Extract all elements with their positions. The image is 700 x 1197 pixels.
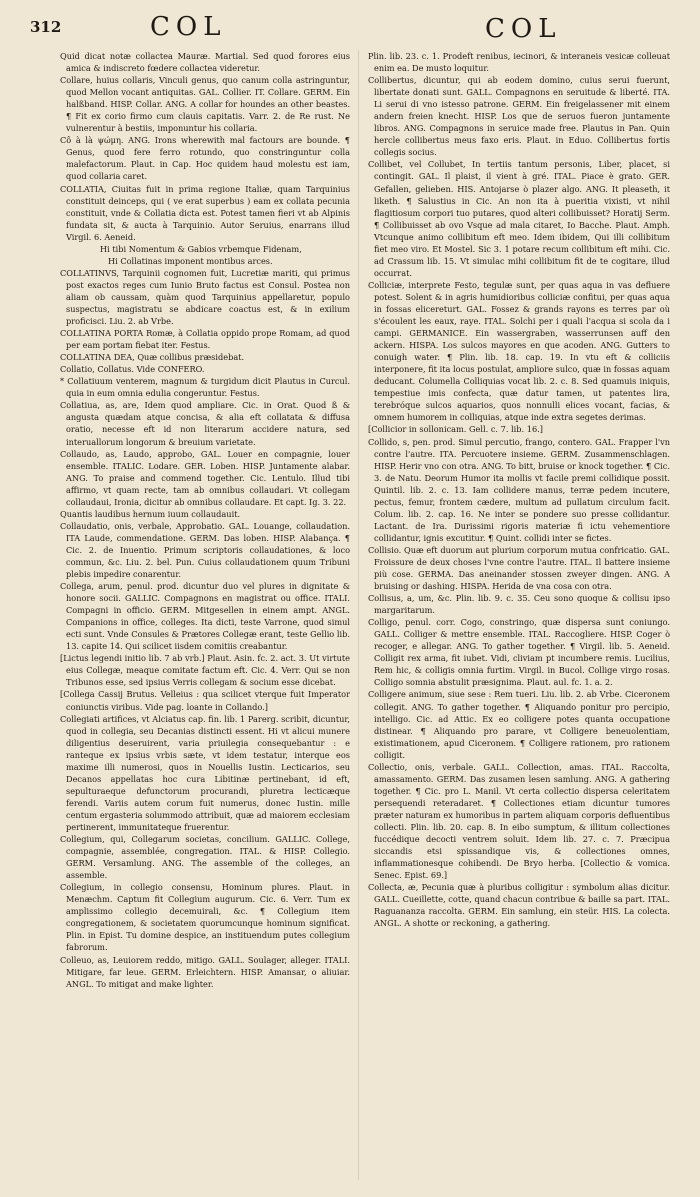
dictionary-entry: [Collicior in sollonicam. Gell. c. 7. lib. 16.] xyxy=(368,424,543,435)
dictionary-entry: Collecta, æ, Pecunia quæ à pluribus colligitur : symbolum alias dicitur. GALL. Cueillette, cotte, quand chacun contribue & baille sa part. ITAL. Raguananza raccolta. GERM. Ein samlung, ein steür. HIS. La colecta. ANGL. A shotte or reckoning, a gathering. xyxy=(368,882,670,929)
dictionary-entry: * Collatiuum venterem, magnum & turgidum dicit Plautus in Curcul. quia in eum omnia edulia congeruntur. Festus. xyxy=(60,376,350,399)
dictionary-entry: Collido, s, pen. prod. Simul percutio, frango, contero. GAL. Frapper l'vn contre l'autre. ITA. Percuotere insieme. GERM. Zusammenschlagen. HISP. Herir vno con otra. ANG. To bitt, bruise or knock together. ¶ Cic. 3. de Natu. Deorum Humor ita mollis vt facile premi collidique possit. Quintil. lib. 2. c. 13. Iam collidere manus, terræ pedem incutere, pectus, femur, frontem cædere, multum ad pullatum circulum facit. Colum. lib. 2. cap. 16. Ne inter se pondere suo presse collidantur. Lactant. de Ira. Durissimi rigoris materiæ fi ictu vehementiore collidantur, ignis excutitur. ¶ Quint. collidi inter se fictes. xyxy=(368,436,670,543)
dictionary-entry: Collectio, onis, verbale. GALL. Collection, amas. ITAL. Raccolta, amassamento. GERM. Das zusamen lesen samlung. ANG. A gathering together. ¶ Cic. pro L. Manil. Vt certa collectio dispersa celeritatem persequendi reteradaret. ¶ Collectiones etiam dicuntur tumores præter naturam ex humoribus in partem aliquam corporis defluentibus collecti. Plin. lib. 20. cap. 8. In eibo sumptum, & illitum collectiones fuccédique decocti ventrem soluit. Idem lib. 27. c. 7. Præcipua siccandis etsi spissandique vis, & collectiones omnes, inflammationesque cohibendi. De Bryo herba. [Collectio & vomica. Senec. Epist. 69.] xyxy=(368,761,670,881)
dictionary-entry: Collegium, in collegio consensu, Hominum plures. Plaut. in Menæchm. Captum fit Collegium augurum. Cic. 6. Verr. Tum ex amplissimo collegio decemuirali, &c. ¶ Collegium item congregationem, & societatem quorumcunque hominum significat. Plin. in Epist. Tu domine despice, an instituendum putes collegium fabrorum. xyxy=(60,882,350,953)
dictionary-entry: Collega, arum, penul. prod. dicuntur duo vel plures in dignitate & honore socii. GALLIC. Compagnons en magistrat ou office. ITALI. Compagni in officio. GERM. Mitgesellen in einem ampt. ANGL. Companions in office, colleges. Ita dicti, teste Varrone, quod simul ecti sunt. Vnde Consules & Prætores Collegæ erant, teste Gellio lib. 13. capite 14. Qui scilicet iisdem comitiis creabantur. xyxy=(60,581,350,652)
left-column xyxy=(60,50,350,1188)
dictionary-entry: Colliciæ, interprete Festo, tegulæ sunt, per quas aqua in vas defluere potest. Solent & in agris humidioribus colliciæ confitui, per quas aqua in fossas elicereturt. GAL. Fossez & grands rayons es terres par où s'écoulent les eaux, raye. ITAL. Solchi per i quali l'acqua si scola da i campi. GERMANICE. Ein wassergraben, wasserrunsen auff den ackern. HISPA. Los sulcos mayores en que acoden. ANG. Gutters to conuigh water. ¶ Plin. lib. 18. cap. 19. In vtu eft & colliciis interponere, fit ita locus postulat, ampliore sulco, quæ in fossas aquam deducant. Columella Colliquias vocat lib. 2. c. 8. Sed quamuis iniquis, tempestiue imis confecta, quæ datur tamen, ut patentes lira, terebróque sulcos aquarios, quos nonnulli elices vocant, facias, & omnem humorem in colliquias, atque inde extra segetes derimas. xyxy=(368,279,670,423)
dictionary-entry: Colligere animum, siue sese : Rem tueri. Liu. lib. 2. ab Vrbe. Ciceronem collegit. ANG. To gather together. ¶ Aliquando ponitur pro percipio, intelligo. Cic. ad Attic. Ex eo colligere potes quanta occupatione distinear. ¶ Aliquando pro parare, vt Colligere beneuolentiam, existimationem, apud Ciceronem. ¶ Colligere rationem, pro rationem colligit. xyxy=(368,689,670,760)
dictionary-entry: [Lictus legendi initio lib. 7 ab vrb.] Plaut. Asin. fc. 2. act. 3. Ut virtute eius Collegæ, meaque comitate factum eft. Cic. 4. Verr. Qui se non Tribunos esse, sed ipsius Verris collegam & socium esse dicebat. xyxy=(60,653,350,688)
dictionary-entry: Collaudo, as, Laudo, approbo, GAL. Louer en compagnie, louer ensemble. ITALIC. Lodare. GER. Loben. HISP. Juntamente alabar. ANG. To praise and commend together. Cic. Lentulo. Illud tibi affirmo, vt quam recte, tam ab omnibus collaudari. Vt collegam collaudaui, Ironia, dicitur ab omnibus collaudare. Et capt. Ig. 3. 22. xyxy=(60,448,350,507)
page-header xyxy=(0,8,700,46)
dictionary-entry: Collare, huius collaris, Vinculi genus, quo canum colla astringuntur, quod Mellon vocant antiquitas. GAL. Collier. IT. Collare. GERM. Ein halßband. HISP. Collar. ANG. A collar for houndes an other beastes. ¶ Fit ex corio firmo cum clauis capitatis. Varr. 2. de Re rust. Ne vulnerentur à bestiis, imponuntur his collaria. xyxy=(60,75,350,134)
dictionary-entry: COLLATINVS, Tarquinii cognomen fuit, Lucretiæ mariti, qui primus post exactos reges cum Iunio Bruto factus est Consul. Postea non aliam ob caussam, quàm quod Tarquinius appellaretur, populo suspectus, magistratu se abdicare coactus est, & in exilium proficisci. Liu. 2. ab Vrbe. xyxy=(60,267,350,327)
running-head-left: COL xyxy=(150,12,227,42)
verse-line: Hi Collatinas imponent montibus arces. xyxy=(108,255,273,266)
dictionary-entry: Collibertus, dicuntur, qui ab eodem domino, cuius serui fuerunt, libertate donati sunt. GALL. Compagnons en seruitude & liberté. ITA. Li serui di vno istesso patrone. GERM. Ein freigelassener mit einem andern freien knecht. HISP. Los que de seruos fueron juntamente libros. ANG. Compagnons in seruice made free. Plautus in Pan. Quin hercle collibertus meus faxo eris. Plaut. in Eduo. Collibertus fortis collegis socius. xyxy=(368,75,670,158)
dictionary-entry: [Collega Cassij Brutus. Velleius : qua scilicet vterque fuit Imperator coniunctis viribus. Vide pag. loante in Collando.] xyxy=(60,689,350,712)
dictionary-entry: Collegium, qui, Collegarum societas, concilium. GALLIC. College, compagnie, assemblée, congregation. ITAL. & HISP. Collegio. GERM. Versamlung. ANG. The assemble of the colleges, an assemble. xyxy=(60,834,350,881)
dictionary-entry: Collibet, vel Collubet, In tertiis tantum personis, Liber, placet, si contingit. GAL. Il plaist, il vient à gré. ITAL. Piace è grato. GER. Gefallen, gelieben. HIS. Antojarse ò plazer algo. ANG. It pleaseth, it liketh. ¶ Salustius in Cic. An non ita à pueritia vixisti, vt nihil flagitiosum corpori tuo putares, quod alteri collibuisset? Horatij Serm. ¶ Collibuisset ab ovo Vsque ad mala citaret, Io Bacche. Plaut. Amph. Vtcunque animo collibitum eft meo. Idem ibidem, Qui illi collibitum fiet meo viro. Et Mostel. Sic 3. 1 potare recum collibitum eft mihi. Cic. ad Crassum lib. 15. Vt simulac mihi collibitum fit de te cogitare, illud occurrat. xyxy=(368,159,670,278)
dictionary-entry: COLLATIA, Ciuitas fuit in prima regione Italiæ, quam Tarquinius constituit deinceps, qui ( ve erat superbus ) eam ex collata pecunia constituit, vnde & Collatia dicta est. Potest tamen fieri vt ab Alpinis fundata sit, & aucta à Tarquinio. Autor Seruius, enarrans illud Virgil. 6. Aeneid. xyxy=(60,183,350,242)
dictionary-entry: Collisio. Quæ eft duorum aut plurium corporum mutua confricatio. GAL. Froissure de deux choses l'vne contre l'autre. ITAL. Il battere insieme più cose. GERMA. Das aneinander stossen zweyer dingen. ANG. A bruising or dashing. HISPA. Herida de vna cosa con otra. xyxy=(368,544,670,592)
dictionary-entry: COLLATINA PORTA Romæ, à Collatia oppido prope Romam, ad quod per eam portam fiebat iter. Festus. xyxy=(60,328,350,351)
dictionary-entry: COLLATINA DEA, Quæ collibus præsidebat. xyxy=(60,352,245,363)
running-head-right: COL xyxy=(485,14,562,44)
dictionary-entry: Colleuo, as, Leuiorem reddo, mitigo. GALL. Soulager, alleger. ITALI. Mitigare, far leue. GERM. Erleichtern. HISP. Amansar, o aliuiar. ANGL. To mitigat and make lighter. xyxy=(60,954,350,989)
dictionary-entry: Cô à là ψώμη. ANG. Irons wherewith mal factours are bounde. ¶ Genus, quod fere ferro rotundo, quo constringuntur colla malefactorum. Plaut. in Cap. Hoc quidem haud molestu est iam, quod collaria caret. xyxy=(60,135,350,182)
verse-line: Hi tibi Nomentum & Gabios vrbemque Fidenam, xyxy=(100,243,302,254)
dictionary-entry: Collatio, Collatus. Vide CONFERO. xyxy=(60,364,205,375)
dictionary-entry: Quantis laudibus hernum iuum collaudauit. xyxy=(60,508,241,519)
dictionary-entry: Colligo, penul. corr. Cogo, constringo, quæ dispersa sunt coniungo. GALL. Colliger & mettre ensemble. ITAL. Raccogliere. HISP. Coger ò recoger, e allegar. ANG. To gather together. ¶ Virgil. lib. 5. Aeneid. Colligit rex arma, fit iubet. Vidi, cliviam pt incumbere remis. Lucilius, Rem hic, & colligis omnia furtim. Virgil. in Bucol. Collige virgo rosas. Colligo somnia abstulit præsignima. Plaut. aul. fc. 1. a. 2. xyxy=(368,617,670,688)
dictionary-entry: Collatiua, as, are, Idem quod ampliare. Cic. in Orat. Quod ß & angusta quædam atque concisa, & alia eft collatata & diffusa oratio, necesse eft id non literarum accidere natura, sed interuallorum longorum & breuium varietate. xyxy=(60,400,350,447)
dictionary-entry: Collisus, a, um, &c. Plin. lib. 9. c. 35. Ceu sono quoque & collisu ipso margaritarum. xyxy=(368,593,670,616)
dictionary-entry: Plin. lib. 23. c. 1. Prodeft renibus, iecinori, & interaneis vesicæ colleuat enim ea. De musto loquitur. xyxy=(368,51,670,74)
dictionary-entry: Collegiati artifices, vt Alciatus cap. fin. lib. 1 Parerg. scribit, dicuntur, quod in collegia, seu Decanias distincti essent. Hi vt alicui munere diligentius deseruirent, varia priuilegia consequebantur : e ranteque ex ipsius vrbis sæte, vt idem testatur, interque eos maxime illi numerosi, quos in Nouellis Iustin. Lecticarios, seu Decanos appellatas hoc cura Libitinæ pertinebant, id eft, sepulturaeque defunctorum procurandi, pluretra lecticæque ferendi. Variis autem corum fuit numerus, donec Iustin. mille centum ergasteria solummodo attribuit, quæ ad maiorem ecclesiam pertinerent, immunitateque fruerentur. xyxy=(60,713,350,832)
column-gutter xyxy=(358,50,359,1180)
page-number: 312 xyxy=(30,18,62,36)
right-column xyxy=(368,50,670,1188)
dictionary-entry: Collaudatio, onis, verbale, Approbatio. GAL. Louange, collaudation. ITA Laude, commendatione. GERM. Das loben. HISP. Alabança. ¶ Cic. 2. de Inuentio. Primum scriptoris collaudationes, & loco commun, &c. Liu. 2. bel. Pun. Cuius collaudationem quum Tribuni plebis impedire conarentur. xyxy=(60,520,350,580)
dictionary-entry: Quid dicat notæ collactea Mauræ. Martial. Sed quod forores eius amica & indiscreto fœdere collactea videretur. xyxy=(60,51,350,74)
